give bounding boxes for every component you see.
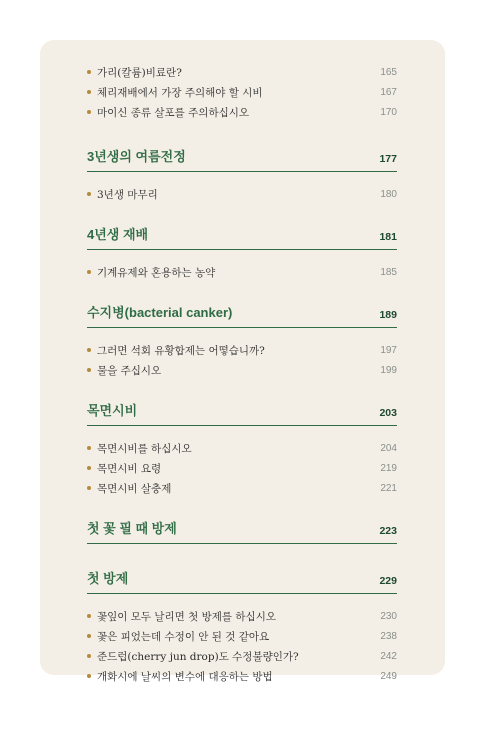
toc-item-page: 167 bbox=[380, 86, 397, 98]
section-page: 189 bbox=[379, 309, 397, 321]
section-page: 177 bbox=[379, 153, 397, 165]
toc-item-list bbox=[87, 340, 397, 380]
toc-item-label: 3년생 마무리 bbox=[97, 188, 158, 201]
toc-item-label: 그러면 석회 유황합제는 어떻습니까? bbox=[97, 344, 265, 357]
toc-item[interactable] bbox=[87, 184, 397, 204]
toc-item[interactable] bbox=[87, 340, 397, 360]
toc-item-list bbox=[87, 606, 397, 686]
toc-item-page: 170 bbox=[380, 106, 397, 118]
toc-item-page: 165 bbox=[380, 66, 397, 78]
toc-item[interactable] bbox=[87, 82, 397, 102]
toc-section-heading[interactable] bbox=[87, 400, 397, 426]
toc-item-page: 197 bbox=[380, 344, 397, 356]
toc-item-label: 준드럽(cherry jun drop)도 수정불량인가? bbox=[97, 650, 299, 663]
section-title: 첫 방제 bbox=[87, 571, 129, 586]
section-title: 수지병(bacterial canker) bbox=[87, 305, 233, 320]
toc-section-heading[interactable] bbox=[87, 518, 397, 544]
bullet-icon bbox=[87, 466, 91, 470]
toc-item[interactable] bbox=[87, 360, 397, 380]
bullet-icon bbox=[87, 368, 91, 372]
section-title: 첫 꽃 필 때 방제 bbox=[87, 521, 177, 536]
toc-item[interactable] bbox=[87, 646, 397, 666]
toc-item[interactable] bbox=[87, 666, 397, 686]
toc-item-label: 마이신 종류 살포를 주의하십시오 bbox=[97, 106, 250, 119]
toc-item-page: 249 bbox=[380, 670, 397, 682]
bullet-icon bbox=[87, 110, 91, 114]
toc-item-page: 185 bbox=[380, 266, 397, 278]
toc-item[interactable] bbox=[87, 478, 397, 498]
toc-item-page: 242 bbox=[380, 650, 397, 662]
toc-section-heading[interactable] bbox=[87, 302, 397, 328]
toc-item-page: 219 bbox=[380, 462, 397, 474]
toc-section-heading[interactable] bbox=[87, 568, 397, 594]
bullet-icon bbox=[87, 486, 91, 490]
toc-item-page: 221 bbox=[380, 482, 397, 494]
toc-item-list bbox=[87, 438, 397, 498]
toc-section-heading[interactable] bbox=[87, 146, 397, 172]
toc-item[interactable] bbox=[87, 438, 397, 458]
toc-item[interactable] bbox=[87, 102, 397, 122]
toc-item-label: 체리재배에서 가장 주의해야 할 시비 bbox=[97, 86, 263, 99]
section-page: 181 bbox=[379, 231, 397, 243]
section-page: 229 bbox=[379, 575, 397, 587]
bullet-icon bbox=[87, 70, 91, 74]
section-page: 203 bbox=[379, 407, 397, 419]
section-title: 목면시비 bbox=[87, 403, 138, 418]
table-of-contents bbox=[87, 62, 397, 686]
toc-item-label: 목면시비 살충제 bbox=[97, 482, 172, 495]
bullet-icon bbox=[87, 634, 91, 638]
toc-item-list bbox=[87, 184, 397, 204]
toc-item-label: 목면시비 요령 bbox=[97, 462, 162, 475]
toc-item-label: 물을 주십시오 bbox=[97, 364, 162, 377]
toc-item-label: 기계유제와 혼용하는 농약 bbox=[97, 266, 216, 279]
toc-item-label: 개화시에 날씨의 변수에 대응하는 방법 bbox=[97, 670, 273, 683]
toc-item-page: 199 bbox=[380, 364, 397, 376]
toc-group-continued bbox=[87, 62, 397, 122]
toc-item-page: 230 bbox=[380, 610, 397, 622]
toc-item[interactable] bbox=[87, 626, 397, 646]
toc-item-label: 가리(칼륨)비료란? bbox=[97, 66, 182, 79]
toc-item-page: 180 bbox=[380, 188, 397, 200]
toc-item-label: 꽃잎이 모두 날리면 첫 방제를 하십시오 bbox=[97, 610, 276, 623]
bullet-icon bbox=[87, 674, 91, 678]
section-title: 4년생 재배 bbox=[87, 227, 149, 242]
toc-item[interactable] bbox=[87, 458, 397, 478]
bullet-icon bbox=[87, 348, 91, 352]
section-title: 3년생의 여름전정 bbox=[87, 149, 186, 164]
bullet-icon bbox=[87, 270, 91, 274]
toc-item-label: 목면시비를 하십시오 bbox=[97, 442, 192, 455]
bullet-icon bbox=[87, 614, 91, 618]
toc-section-heading[interactable] bbox=[87, 224, 397, 250]
toc-item[interactable] bbox=[87, 606, 397, 626]
toc-item-page: 238 bbox=[380, 630, 397, 642]
toc-item-list bbox=[87, 262, 397, 282]
bullet-icon bbox=[87, 654, 91, 658]
section-page: 223 bbox=[379, 525, 397, 537]
toc-item[interactable] bbox=[87, 62, 397, 82]
bullet-icon bbox=[87, 446, 91, 450]
toc-item-page: 204 bbox=[380, 442, 397, 454]
bullet-icon bbox=[87, 192, 91, 196]
toc-item-label: 꽃은 피었는데 수정이 안 된 것 같아요 bbox=[97, 630, 270, 643]
bullet-icon bbox=[87, 90, 91, 94]
toc-item[interactable] bbox=[87, 262, 397, 282]
